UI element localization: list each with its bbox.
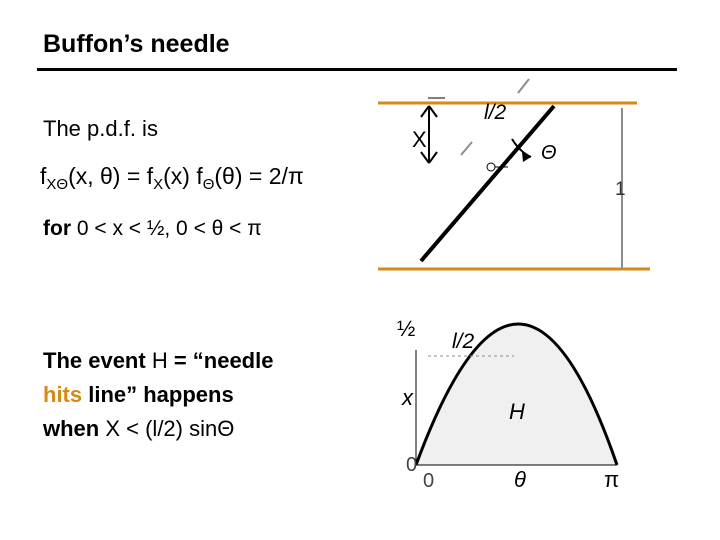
event-line2-suffix: line” happens <box>82 382 234 407</box>
rhs-subscript-2: Θ <box>202 176 215 193</box>
label-pi: π <box>604 467 620 492</box>
event-line1-suffix: = “needle <box>167 348 274 373</box>
label-H: H <box>509 399 525 424</box>
label-half: ½ <box>397 316 416 341</box>
lhs-f: f <box>40 163 47 189</box>
event-line1-prefix: The event <box>43 348 152 373</box>
label-half-length: l/2 <box>484 101 507 124</box>
range-prefix: for <box>43 217 71 240</box>
event-line3-prefix: when <box>43 416 106 441</box>
label-spacing: 1 <box>615 179 626 200</box>
label-zero-x: 0 <box>423 470 435 492</box>
lhs-subscript: XΘ <box>46 176 69 193</box>
label-angle: Θ <box>541 142 557 164</box>
label-peak: l/2 <box>452 330 475 353</box>
event-hits-word: hits <box>43 382 83 407</box>
rhs-args-2: (θ) = 2/π <box>214 163 304 189</box>
lhs-args: (x, θ) = <box>68 163 147 189</box>
label-zero-y: 0 <box>406 454 418 476</box>
pdf-intro-text: The p.d.f. is <box>43 116 158 141</box>
half-length-tick-bottom <box>461 142 472 155</box>
rhs-f1: f <box>146 163 154 189</box>
needle-center-point <box>487 163 495 171</box>
distance-X-arrowhead-left <box>421 106 429 117</box>
event-line3-suffix: < (l/2) sinΘ <box>120 416 235 441</box>
event-variable-X: X <box>105 416 121 441</box>
slide-title: Buffon’s needle <box>43 30 230 58</box>
rhs-args-1: (x) <box>163 163 197 189</box>
label-X: X <box>412 127 427 152</box>
distance-X-arrowhead-left-bottom <box>421 152 429 163</box>
needle <box>421 106 554 261</box>
label-x: x <box>402 385 413 410</box>
rhs-subscript-1: X <box>153 176 164 193</box>
event-variable-H: H <box>151 348 168 373</box>
half-length-tick-top <box>518 79 529 93</box>
label-theta: θ <box>514 467 526 492</box>
distance-X-arrowhead-right <box>429 106 437 117</box>
distance-X-arrowhead-right-bottom <box>429 152 437 163</box>
rhs-f2: f <box>196 163 203 189</box>
range-text: 0 < x < ½, 0 < θ < π <box>71 217 262 240</box>
